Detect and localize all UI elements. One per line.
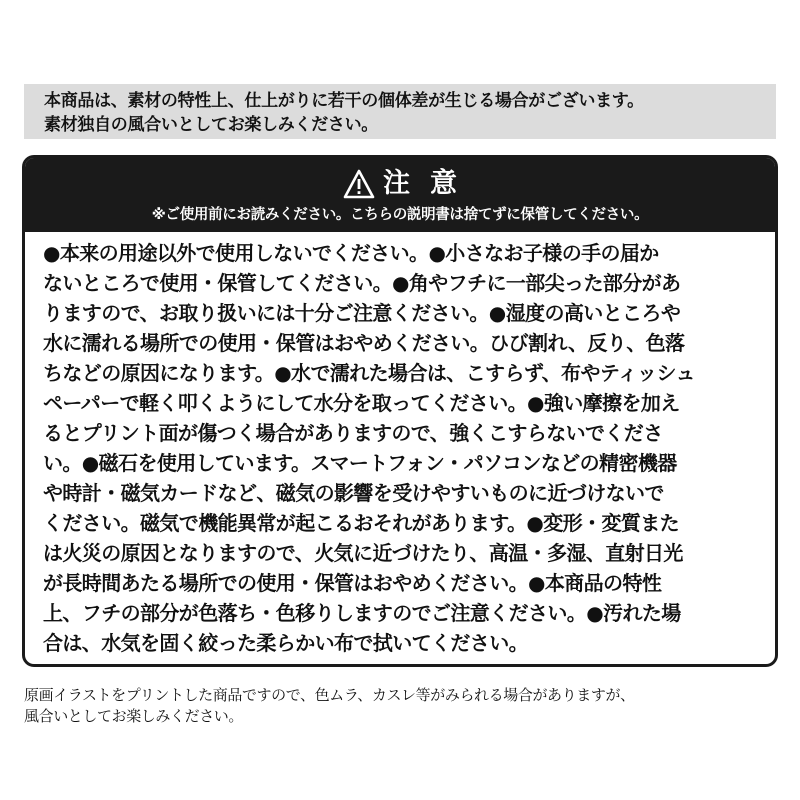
caution-box <box>22 155 778 667</box>
caution-line: 水に濡れる場所での使用・保管はおやめください。ひび割れ、反り、色落 <box>43 331 685 355</box>
bottom-note <box>24 685 784 727</box>
caution-line: るとプリント面が傷つく場合がありますので、強くこすらないでくださ <box>43 421 663 445</box>
bottom-note-line: 風合いとしてお楽しみください。 <box>24 707 244 725</box>
caution-line: や時計・磁気カードなど、磁気の影響を受けやすいものに近づけないで <box>43 481 664 505</box>
caution-line: ください。磁気で機能異常が起こるおそれがあります。●変形・変質また <box>43 511 680 535</box>
warning-triangle-icon <box>343 169 375 199</box>
caution-line: ペーパーで軽く叩くようにして水分を取ってください。●強い摩擦を加え <box>43 391 680 415</box>
caution-line: が長時間あたる場所での使用・保管はおやめください。●本商品の特性 <box>43 571 662 595</box>
caution-title-row <box>25 164 775 204</box>
caution-line: 上、フチの部分が色落ち・色移りしますのでご注意ください。●汚れた場 <box>43 601 681 625</box>
caution-line: 合は、水気を固く絞った柔らかい布で拭いてください。 <box>43 631 528 655</box>
top-note-line: 本商品は、素材の特性上、仕上がりに若干の個体差が生じる場合がございます。 <box>44 91 644 111</box>
caution-title: 注意 <box>383 168 477 199</box>
caution-line: りますので、お取り扱いには十分ご注意ください。●湿度の高いところや <box>43 301 681 325</box>
caution-subtitle: ※ご使用前にお読みください。こちらの説明書は捨てずに保管してください。 <box>151 207 649 223</box>
caution-line: は火災の原因となりますので、火気に近づけたり、高温・多湿、直射日光 <box>43 541 683 565</box>
caution-line: ●本来の用途以外で使用しないでください。●小さなお子様の手の届か <box>43 241 659 265</box>
caution-header <box>25 158 775 232</box>
caution-line: い。●磁石を使用しています。スマートフォン・パソコンなどの精密機器 <box>43 451 677 475</box>
caution-body <box>43 238 759 658</box>
top-note-line: 素材独自の風合いとしてお楽しみください。 <box>44 115 378 135</box>
bottom-note-line: 原画イラストをプリントした商品ですので、色ムラ、カスレ等がみられる場合がありますが、 <box>24 686 635 704</box>
caution-line: ちなどの原因になります。●水で濡れた場合は、こすらず、布やティッシュ <box>43 361 695 385</box>
top-note-box <box>24 84 776 139</box>
caution-line: ないところで使用・保管してください。●角やフチに一部尖った部分があ <box>43 271 681 295</box>
